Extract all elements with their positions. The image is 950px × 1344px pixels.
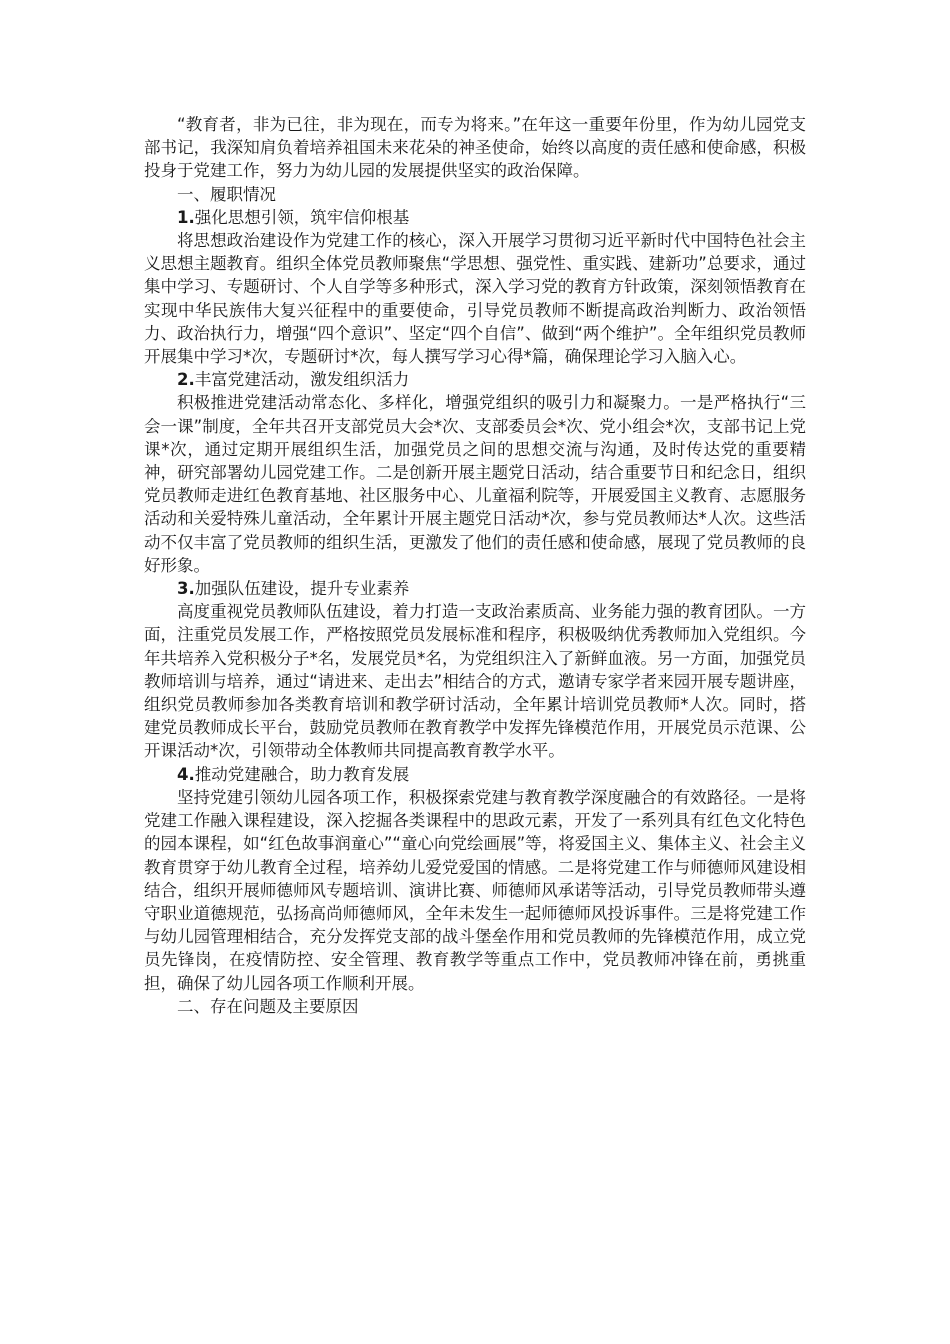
subheading-2: [144, 368, 806, 391]
intro-paragraph: “教育者，非为已往，非为现在，而专为将来。”在年这一重要年份里，作为幼儿园党支部书记，我深知肩负着培养祖国未来花朵的神圣使命，始终以高度的责任感和使命感，积极投身于党建工作，努力为幼儿园的发展提供坚实的政治保障。: [144, 115, 806, 181]
document-page: [144, 113, 806, 1018]
subheading-1: [144, 206, 806, 229]
subheading-3-number: 3.: [177, 579, 195, 599]
paragraph-4: 坚持党建引领幼儿园各项工作，积极探索党建与教育教学深度融合的有效路径。一是将党建工作融入课程建设，深入挖掘各类课程中的思政元素，开发了一系列具有红色文化特色的园本课程，如“红色故事润童心”“童心向党绘画展”等，将爱国主义、集体主义、社会主义教育贯穿于幼儿教育全过程，培养幼儿爱党爱国的情感。二是将党建工作与师德师风建设相结合，组织开展师德师风专题培训、演讲比赛、师德师风承诺等活动，引导党员教师带头遵守职业道德规范，弘扬高尚师德师风，全年未发生一起师德师风投诉事件。三是将党建工作与幼儿园管理相结合，充分发挥党支部的战斗堡垒作用和党员教师的先锋模范作用，成立党员先锋岗，在疫情防控、安全管理、教育教学等重点工作中，党员教师冲锋在前，勇挑重担，确保了幼儿园各项工作顺利开展。: [144, 787, 806, 993]
subheading-3: [144, 577, 806, 600]
subheading-1-number: 1.: [177, 207, 195, 227]
paragraph-1: 将思想政治建设作为党建工作的核心，深入开展学习贯彻习近平新时代中国特色社会主义思想主题教育。组织全体党员教师聚焦“学思想、强党性、重实践、建新功”总要求，通过集中学习、专题研讨、个人自学等多种形式，深入学习党的教育方针政策，深刻领悟教育在实现中华民族伟大复兴征程中的重要使命，引导党员教师不断提高政治判断力、政治领悟力、政治执行力，增强“四个意识”、坚定“四个自信”、做到“两个维护”。全年组织党员教师开展集中学习*次，专题研讨*次，每人撰写学习心得*篇，确保理论学习入脑入心。: [144, 231, 806, 367]
paragraph-2: 积极推进党建活动常态化、多样化，增强党组织的吸引力和凝聚力。一是严格执行“三会一课”制度，全年共召开支部党员大会*次、支部委员会*次、党小组会*次，支部书记上党课*次，通过定期开展组织生活，加强党员之间的思想交流与沟通，及时传达党的重要精神，研究部署幼儿园党建工作。二是创新开展主题党日活动，结合重要节日和纪念日，组织党员教师走进红色教育基地、社区服务中心、儿童福利院等，开展爱国主义教育、志愿服务活动和关爱特殊儿童活动，全年累计开展主题党日活动*次，参与党员教师达*人次。这些活动不仅丰富了党员教师的组织生活，更激发了他们的责任感和使命感，展现了党员教师的良好形象。: [144, 393, 806, 575]
subheading-4-number: 4.: [177, 764, 195, 784]
paragraph-3: 高度重视党员教师队伍建设，着力打造一支政治素质高、业务能力强的教育团队。一方面，注重党员发展工作，严格按照党员发展标准和程序，积极吸纳优秀教师加入党组织。今年共培养入党积极分子*名，发展党员*名，为党组织注入了新鲜血液。另一方面，加强党员教师培训与培养，通过“请进来、走出去”相结合的方式，邀请专家学者来园开展专题讲座，组织党员教师参加各类教育培训和教学研讨活动，全年累计培训党员教师*人次。同时，搭建党员教师成长平台，鼓励党员教师在教育教学中发挥先锋模范作用，开展党员示范课、公开课活动*次，引领带动全体教师共同提高教育教学水平。: [144, 602, 806, 761]
subheading-4-title: 推动党建融合，助力教育发展: [194, 764, 410, 784]
subheading-2-title: 丰富党建活动，激发组织活力: [194, 370, 410, 390]
subheading-2-number: 2.: [177, 370, 195, 390]
subheading-4: [144, 763, 806, 786]
subheading-1-title: 强化思想引领，筑牢信仰根基: [194, 207, 410, 227]
section-heading-2: 二、存在问题及主要原因: [177, 996, 359, 1016]
section-heading-1: 一、履职情况: [177, 184, 276, 204]
subheading-3-title: 加强队伍建设，提升专业素养: [194, 579, 410, 599]
